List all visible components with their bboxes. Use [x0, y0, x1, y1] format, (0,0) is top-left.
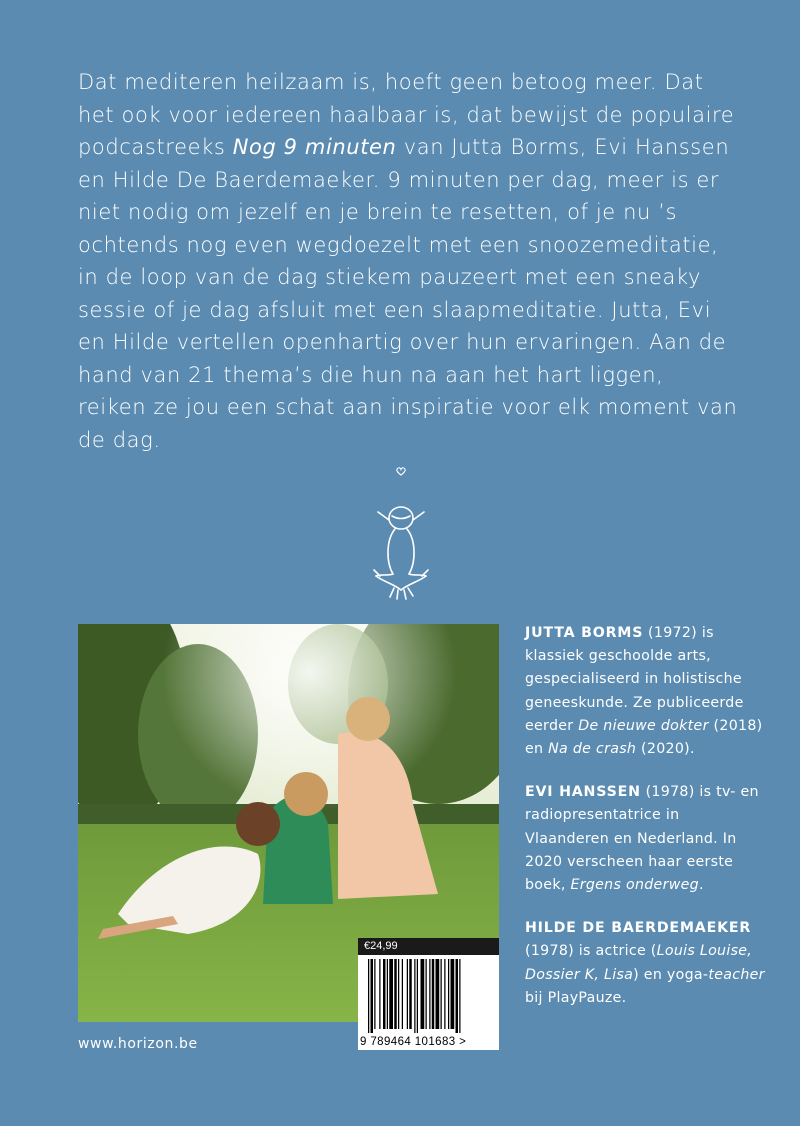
barcode-bar	[459, 959, 460, 1033]
barcode-bar	[432, 959, 435, 1029]
bio-text: (1972) is klassiek geschoolde arts, gespecialiseerd in holistische geneeskunde. Ze publiceerde eerder	[525, 625, 744, 734]
barcode-bar	[383, 959, 386, 1029]
barcode-bar	[456, 959, 459, 1033]
barcode-bar	[409, 959, 412, 1029]
barcode-bar	[402, 959, 403, 1029]
bio-book-title: Na de crash	[548, 741, 637, 758]
barcode-bar	[444, 959, 445, 1029]
barcode-bar	[387, 959, 388, 1029]
author-bios	[525, 622, 765, 1030]
bio-text: (2020).	[636, 741, 695, 758]
barcode-bar	[436, 959, 440, 1029]
publisher-website: www.horizon.be	[78, 1036, 198, 1052]
heart-icon	[396, 466, 406, 476]
barcode-bar	[429, 959, 430, 1029]
barcode-bar	[407, 959, 408, 1029]
barcode-bar	[389, 959, 393, 1029]
bio-evi-hanssen	[525, 781, 765, 897]
barcode-bar	[394, 959, 397, 1029]
price-label: €24,99	[358, 938, 499, 955]
barcode-bar	[426, 959, 427, 1029]
bio-hilde-de-baerdemaeker	[525, 917, 765, 1010]
bio-roles: Louis Louise, Dossier K, Lisa	[525, 943, 753, 983]
barcode-bar	[451, 959, 455, 1029]
barcode-bar	[368, 959, 369, 1033]
isbn-barcode	[358, 955, 499, 1050]
bio-jutta-borms	[525, 622, 765, 761]
bio-name: EVI HANSSEN	[525, 784, 641, 801]
barcode-bar	[379, 959, 380, 1029]
isbn-digits: 9 789464 101683 >	[360, 1036, 467, 1048]
blurb-text-2: van Jutta Borms, Evi Hanssen en Hilde De Baerdemaeker. 9 minuten per dag, meer is er niet nodig om jezelf en je brein te resetten, of je nu ’s ochtends nog even wegdoezelt met een snoozemeditatie, in de loop van de dag stiekem pauzeert met een sneaky sessie of je dag afsluit met een slaapmeditatie. Jutta, Evi en Hilde vertellen openhartig over hun ervaringen. Aan de hand van 21 thema’s die hun na aan het hart liggen, reiken ze jou een schat aan inspiratie voor elk moment van de dag.	[78, 135, 738, 452]
bio-text: ) en yoga-	[633, 966, 709, 983]
bio-book-title: De nieuwe dokter	[578, 717, 709, 734]
barcode-bar	[414, 959, 415, 1033]
bio-text: .	[698, 877, 704, 894]
bio-text: (2018) en	[525, 717, 763, 758]
bio-text: (1978) is tv- en radiopresentatrice in Vlaanderen en Nederland. In 2020 verscheen haar eerste boek,	[525, 784, 759, 894]
meditating-figure-illustration	[366, 500, 436, 604]
podcast-title: Nog 9 minuten	[232, 135, 397, 159]
bio-text: (1978) is actrice (	[525, 943, 657, 960]
barcode-bar	[374, 959, 375, 1029]
back-cover-blurb	[78, 66, 738, 456]
barcode-bars	[358, 955, 499, 1033]
bio-book-title: Ergens onderweg	[570, 877, 699, 894]
barcode-bar	[398, 959, 399, 1029]
barcode-bar	[448, 959, 449, 1029]
blurb-text-1: Dat mediteren heilzaam is, hoeft geen betoog meer. Dat het ook voor iedereen haalbaar is, dat bewijst de populaire podcastreeks	[78, 70, 735, 159]
barcode-bar	[441, 959, 442, 1029]
barcode-bar	[371, 959, 374, 1033]
bio-name: JUTTA BORMS	[525, 625, 644, 641]
bio-text: bij PlayPauze.	[525, 989, 627, 1006]
barcode-bar	[417, 959, 418, 1033]
bio-name: HILDE DE BAERDEMAEKER	[525, 920, 752, 937]
bio-italic-word: teacher	[708, 966, 765, 983]
barcode-bar	[421, 959, 425, 1029]
